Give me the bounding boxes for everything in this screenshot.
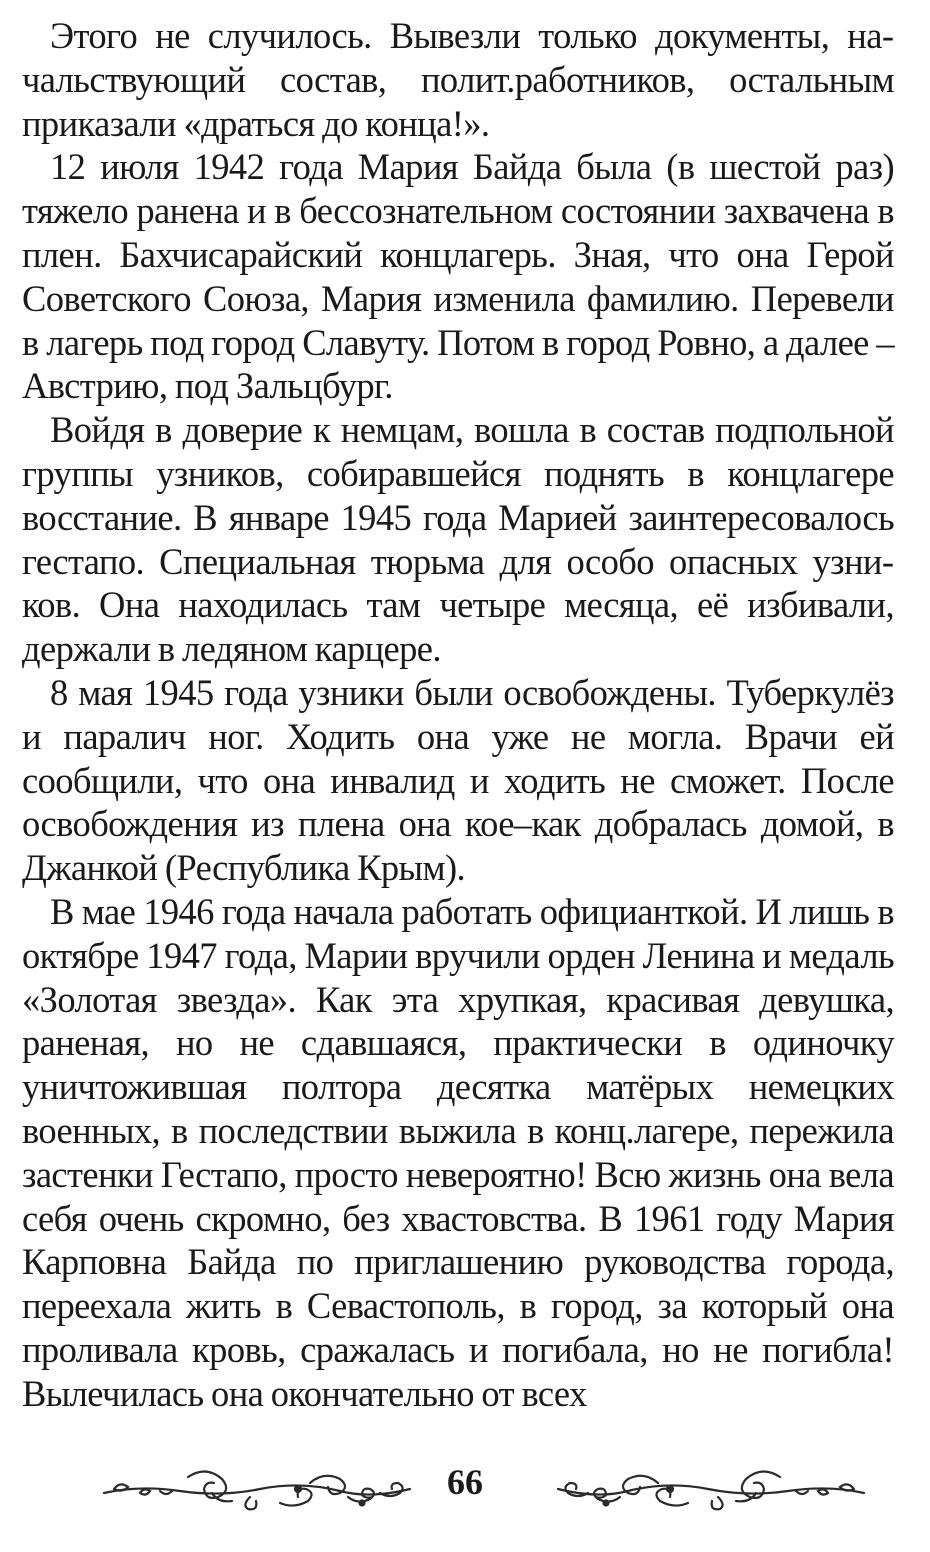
paragraph: Войдя в доверие к немцам, вошла в состав подпольной группы узников, собиравшейся поднять в концлагере восстание. В январе 1945 года Марией заинтересовалось гестапо. Специальная тюрьма для особо опасных узников. Она находилась там четыре месяца, её избивали, держали в ледяном карцере.: [22, 409, 894, 670]
flourish-ornament-right-icon: [548, 1463, 868, 1511]
page-body: [22, 14, 894, 1416]
paragraph: Этого не случилось. Вывезли только документы, начальствующий состав, полит.работников, остальным приказали «драться до конца!».: [22, 15, 894, 144]
page-number: 66: [447, 1462, 483, 1502]
page-footer: [0, 1455, 930, 1525]
paragraph: В мае 1946 года начала работать официанткой. И лишь в октябре 1947 года, Марии вручили орден Ленина и медаль «Золотая звезда». Как эта хрупкая, красивая девушка, раненая, но не сдавшаяся, практически в одиночку уничтожившая полтора десятка матёрых немецких военных, в последствии выжила в конц.лагере, пережила застенки Гестапо, просто невероятно! Всю жизнь она вела себя очень скромно, без хвастовства. В 1961 году Мария Карповна Байда по приглашению руководства города, переехала жить в Севастополь, в город, за который она проливала кровь, сражалась и погибала, но не погибла! Вылечилась она окончательно от всех: [22, 890, 894, 1414]
paragraph: 12 июля 1942 года Мария Байда была (в шестой раз) тяжело ранена и в бессознательном состоянии захвачена в плен. Бахчисарайский концлагерь. Зная, что она Герой Советского Союза, Мария изменила фамилию. Перевели в лагерь под город Славуту. Потом в город Ровно, а далее – Австрию, под Зальцбург.: [22, 146, 894, 407]
paragraph: 8 мая 1945 года узники были освобождены. Туберкулёз и паралич ног. Ходить она уже не могла. Врачи ей сообщили, что она инвалид и ходить не сможет. После освобождения из плена она кое–как добралась домой, в Джанкой (Республика Крым).: [22, 671, 894, 889]
